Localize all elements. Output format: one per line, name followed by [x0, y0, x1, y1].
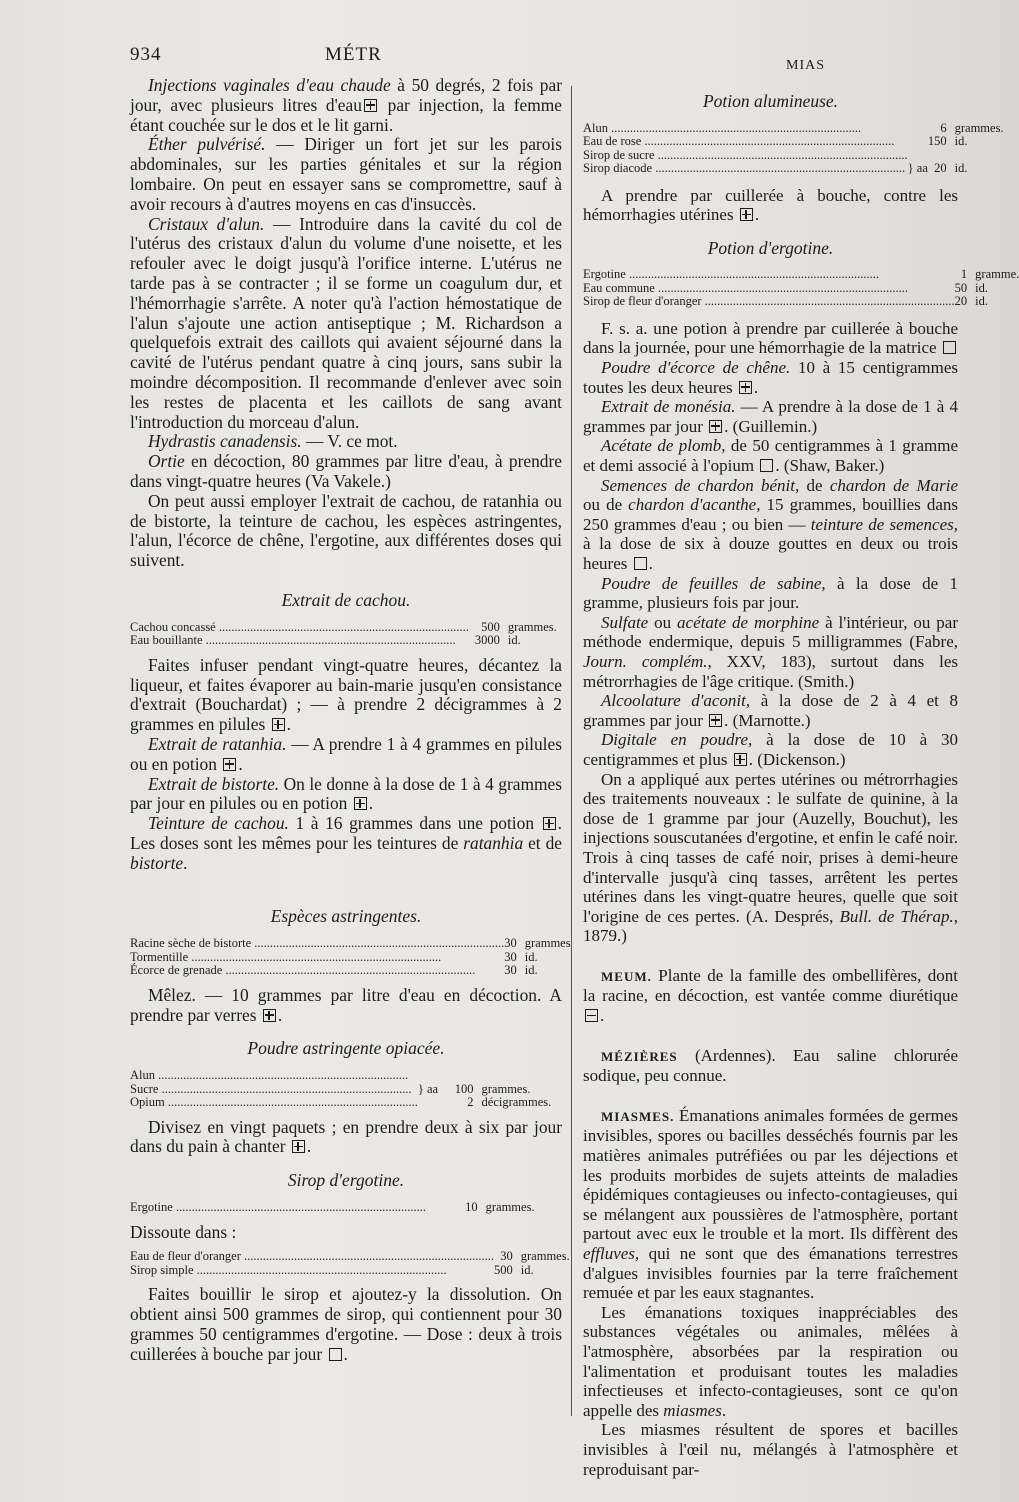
recipe-row: Racine sèche de bistorte ................................................................................ 30 grammes [130, 936, 571, 951]
plus-sign-icon [543, 817, 556, 830]
recipe-title: Poudre astringente opiacée. [247, 1038, 445, 1059]
empty-square-icon [634, 557, 647, 570]
recipe-row: Cachou concassé ................................................................................ 500 grammes. [130, 619, 557, 634]
empty-square-icon [760, 459, 773, 472]
page-number: 934 [130, 44, 162, 65]
plus-sign-icon [709, 420, 722, 433]
entry-mezieres: MÉZIÈRES (Ardennes). Eau saline chlorurée sodique, peu connue. [583, 1045, 958, 1086]
paragraph-poudre-chene: Poudre d'écorce de chêne. 10 à 15 centigrammes toutes les deux heures . [583, 358, 958, 397]
minus-sign-icon [585, 1009, 598, 1022]
plus-sign-icon [272, 718, 285, 731]
headword: MIASMES. [601, 1108, 675, 1124]
paragraph-melez: Mêlez. — 10 grammes par litre d'eau en décoction. A prendre par verres . [130, 984, 562, 1025]
right-running-keyword: MIAS [786, 58, 826, 73]
entry-meum: MEUM. Plante de la famille des ombellifères, dont la racine, en décoction, est vantée comme diurétique . [583, 965, 958, 1026]
paragraph-teinture: Teinture de cachou. 1 à 16 grammes dans une potion . Les doses sont les mêmes pour les teintures de ratanhia et de bistorte. [130, 813, 562, 873]
recipe-row: Sirop de fleur d'oranger ................................................................................ 20 id. [583, 294, 989, 309]
headword: MÉZIÈRES [601, 1048, 678, 1064]
paragraph-sabine: Poudre de feuilles de sabine, à la dose de 1 gramme, plusieurs fois par jour. [583, 573, 958, 613]
recipe-row: Alun ................................................................................ 6 grammes. [583, 120, 1004, 135]
paragraph-morphine: Sulfate ou acétate de morphine à l'intérieur, ou par méthode endermique, depuis 5 milligrammes (Fabre, Journ. complém., XXV, 183), surtout dans les métrorrhagies de l'âge critique. (Smith.) [583, 612, 959, 691]
recipe-title: Extrait de cachou. [281, 589, 411, 610]
paragraph-a-prendre: A prendre par cuillerée à bouche, contre les hémorrhagies utérines . [583, 185, 958, 225]
paragraph-divisez: Divisez en vingt paquets ; en prendre deux à six par jour dans du pain à chanter . [130, 1116, 562, 1157]
paragraph-ether: Éther pulvérisé. — Diriger un fort jet sur les parois abdominales, sur les parties génitales et sur la région lombaire. On peut en essayer sans se compromettre, sauf à avoir recours à d'autres moyens en cas d'insuccès. [130, 134, 562, 214]
recipe-table-poudre-opiacee [130, 1069, 562, 1110]
running-header [130, 44, 850, 72]
plus-sign-icon [223, 758, 236, 771]
recipe-row: Ergotine ................................................................................ 10 grammes. [130, 1200, 535, 1215]
recipe-title: Potion alumineuse. [702, 91, 839, 111]
recipe-row: Eau bouillante ................................................................................ 3000 id. [130, 633, 521, 648]
paragraph-cachou-prep: Faites infuser pendant vingt-quatre heures, décantez la liqueur, et faites évaporer au bain-marie jusqu'en consistance d'extrait (Bouchardat) ; — à prendre 2 décigrammes à 2 grammes en pilules . [130, 654, 562, 735]
recipe-row: Alun ................................................................................ [130, 1068, 409, 1083]
recipe-table-sirop-ergotine [130, 1201, 562, 1215]
recipe-title: Potion d'ergotine. [707, 237, 834, 258]
recipe-table-potion-alumineuse [583, 122, 1004, 176]
recipe-row: Eau commune ................................................................................ 50 id. [583, 280, 989, 295]
paragraph-injections: Injections vaginales d'eau chaude à 50 degrés, 2 fois par jour, avec plusieurs litres d'eau par injection, la femme étant couchée sur le dos et le lit garni. [130, 75, 562, 135]
paragraph-monesia: Extrait de monésia. — A prendre à la dose de 1 à 4 grammes par jour . (Guillemin.) [583, 397, 958, 436]
paragraph-cristaux: Cristaux d'alun. — Introduire dans la cavité du col de l'utérus des cristaux d'alun du volume d'une noisette, et les refouler avec le doigt jusqu'à l'orifice interne. L'utérus ne tarde pas à se contracter ; il se forme un coagulum dur, et l'hémorrhagie s'arrête. A noter qu'à l'action hémostatique de l'alun s'ajoute une action antiseptique ; M. Richardson a quelquefois extrait des caillots qui avaient séjourné dans la cavité de l'utérus pendant quatre à cinq jours, sans subir la moindre décomposition. Il recommande d'enlever avec soin les restes de placenta et les caillots de sang avant l'introduction du morceau d'alun. [130, 213, 563, 432]
plus-sign-icon [263, 1009, 276, 1022]
recipe-row: Ergotine ................................................................................ 1 gramme. [583, 267, 1019, 282]
left-running-keyword: MÉTR [325, 44, 382, 65]
recipe-row: Sirop de sucre ................................................................................ [583, 147, 908, 162]
paragraph-astringents-intro: On peut aussi employer l'extrait de cachou, de ratanhia ou de bistorte, la teinture de cachou, les espèces astringentes, l'alun, l'écorce de chêne, l'ergotine, aux différentes doses qui suivent. [130, 490, 562, 571]
plus-sign-icon [734, 753, 747, 766]
recipe-table-dissolution [130, 1250, 570, 1277]
recipe-row: Eau de fleur d'oranger ................................................................................ 30 grammes. [130, 1249, 570, 1264]
dissoute-label: Dissoute dans : [130, 1221, 237, 1242]
paragraph-emanations: Les émanations toxiques inappréciables des substances végétales ou animales, mêlées à l'atmosphère, absorbées par la respiration ou l'alimentation et produisant toutes les maladies infectieuses et infecto-contagieuses, sont ce qu'on appelle des miasmes. [583, 1302, 958, 1420]
paragraph-chardon: Semences de chardon bénit, de chardon de Marie ou de chardon d'acanthe, 15 grammes, bouillies dans 250 grammes d'eau ; ou bien — teinture de semences, à la dose de six à douze gouttes en deux ou trois heures . [583, 475, 958, 573]
headword: MEUM. [601, 968, 652, 984]
plus-sign-icon [739, 381, 752, 394]
paragraph-ratanhia: Extrait de ratanhia. — A prendre 1 à 4 grammes en pilules ou en potion . [130, 733, 562, 774]
recipe-table-especes [130, 937, 571, 978]
right-column [583, 91, 1019, 1479]
recipe-table-extrait-cachou [130, 621, 562, 648]
plus-sign-icon [364, 99, 377, 112]
recipe-row: Sirop simple ................................................................................ 500 id. [130, 1262, 534, 1277]
empty-square-icon [329, 1348, 342, 1361]
recipe-row: Tormentille ................................................................................ 30 id. [130, 949, 538, 964]
plus-sign-icon [709, 714, 722, 727]
paragraph-traitements: On a appliqué aux pertes utérines ou métrorrhagies des traitements nouveaux : le sulfate de quinine, à la dose de 1 gramme par jour (Auzelly, Bouchut), les injections souscutanées d'ergotine, et enfin le café noir. Trois à cinq tasses de café noir, prises à demi-heure d'intervalle jusqu'à cinq tasses, arrêtent les pertes utérines dans les vingt-quatre heures, quelle que soit l'origine de ces pertes. (A. Després, Bull. de Thérap., 1879.) [583, 769, 958, 946]
recipe-row: Opium ................................................................................ 2 décigrammes. [130, 1095, 552, 1110]
recipe-title: Sirop d'ergotine. [287, 1170, 405, 1191]
paragraph-digitale: Digitale en poudre, à la dose de 10 à 30 centigrammes et plus . (Dickenson.) [583, 730, 958, 769]
recipe-row: Écorce de grenade ................................................................................ 30 id. [130, 963, 538, 978]
plus-sign-icon [740, 208, 753, 221]
paragraph-ortie: Ortie en décoction, 80 grammes par litre d'eau, à prendre dans vingt-quatre heures (Va Vakele.) [130, 451, 562, 491]
paragraph-bistorte: Extrait de bistorte. On le donne à la dose de 1 à 4 grammes par jour en pilules ou en potion . [130, 773, 562, 814]
recipe-row: Eau de rose ................................................................................ 150 id. [583, 134, 968, 149]
recipe-table-potion-ergotine [583, 268, 1019, 309]
column-divider [571, 86, 572, 1416]
empty-square-icon [943, 341, 956, 354]
recipe-row: Sirop diacode ................................................................................ } aa 20 id. [583, 161, 968, 176]
recipe-row: Sucre ................................................................................ } aa 100 grammes. [130, 1081, 531, 1096]
plus-sign-icon [292, 1140, 305, 1153]
paragraph-aconit: Alcoolature d'aconit, à la dose de 2 à 4 et 8 grammes par jour . (Marnotte.) [583, 691, 958, 730]
paragraph-miasmes-resultent: Les miasmes résultent de spores et bacilles invisibles à l'œil nu, mélangés à l'atmosphère et reproduisant par- [583, 1420, 958, 1479]
entry-miasmes: MIASMES. Émanations animales formées de germes invisibles, spores ou bacilles desséchés fournis par les matières animales putréfiées ou par les déjections et les produits morbides de sujets atteints de maladies épidémiques contagieuses ou infecto-contagieuses, qui se mélangent aux poussières de l'atmosphère, portant partout avec eux le trouble et la mort. Ils diffèrent des effluves, qui ne sont que des émanations terrestres d'algues invisibles fournies par la terre fraîchement remuée et par les eaux stagnantes. [583, 1105, 958, 1303]
paragraph-faites-bouillir: Faites bouillir le sirop et ajoutez-y la dissolution. On obtient ainsi 500 grammes de sirop, qui contiennent pour 30 grammes 50 centigrammes d'ergotine. — Dose : deux à trois cuillerées à bouche par jour . [130, 1284, 562, 1364]
paragraph-fsa: F. s. a. une potion à prendre par cuillerée à bouche dans la journée, pour une hémorrhagie de la matrice [583, 318, 958, 358]
paragraph-hydrastis: Hydrastis canadensis. — V. ce mot. [148, 431, 398, 452]
paragraph-acetate-plomb: Acétate de plomb, de 50 centigrammes à 1 gramme et demi associé à l'opium . (Shaw, Baker.) [583, 436, 959, 476]
plus-sign-icon [354, 797, 367, 810]
left-column [130, 75, 571, 1365]
recipe-title: Espèces astringentes. [270, 906, 422, 927]
